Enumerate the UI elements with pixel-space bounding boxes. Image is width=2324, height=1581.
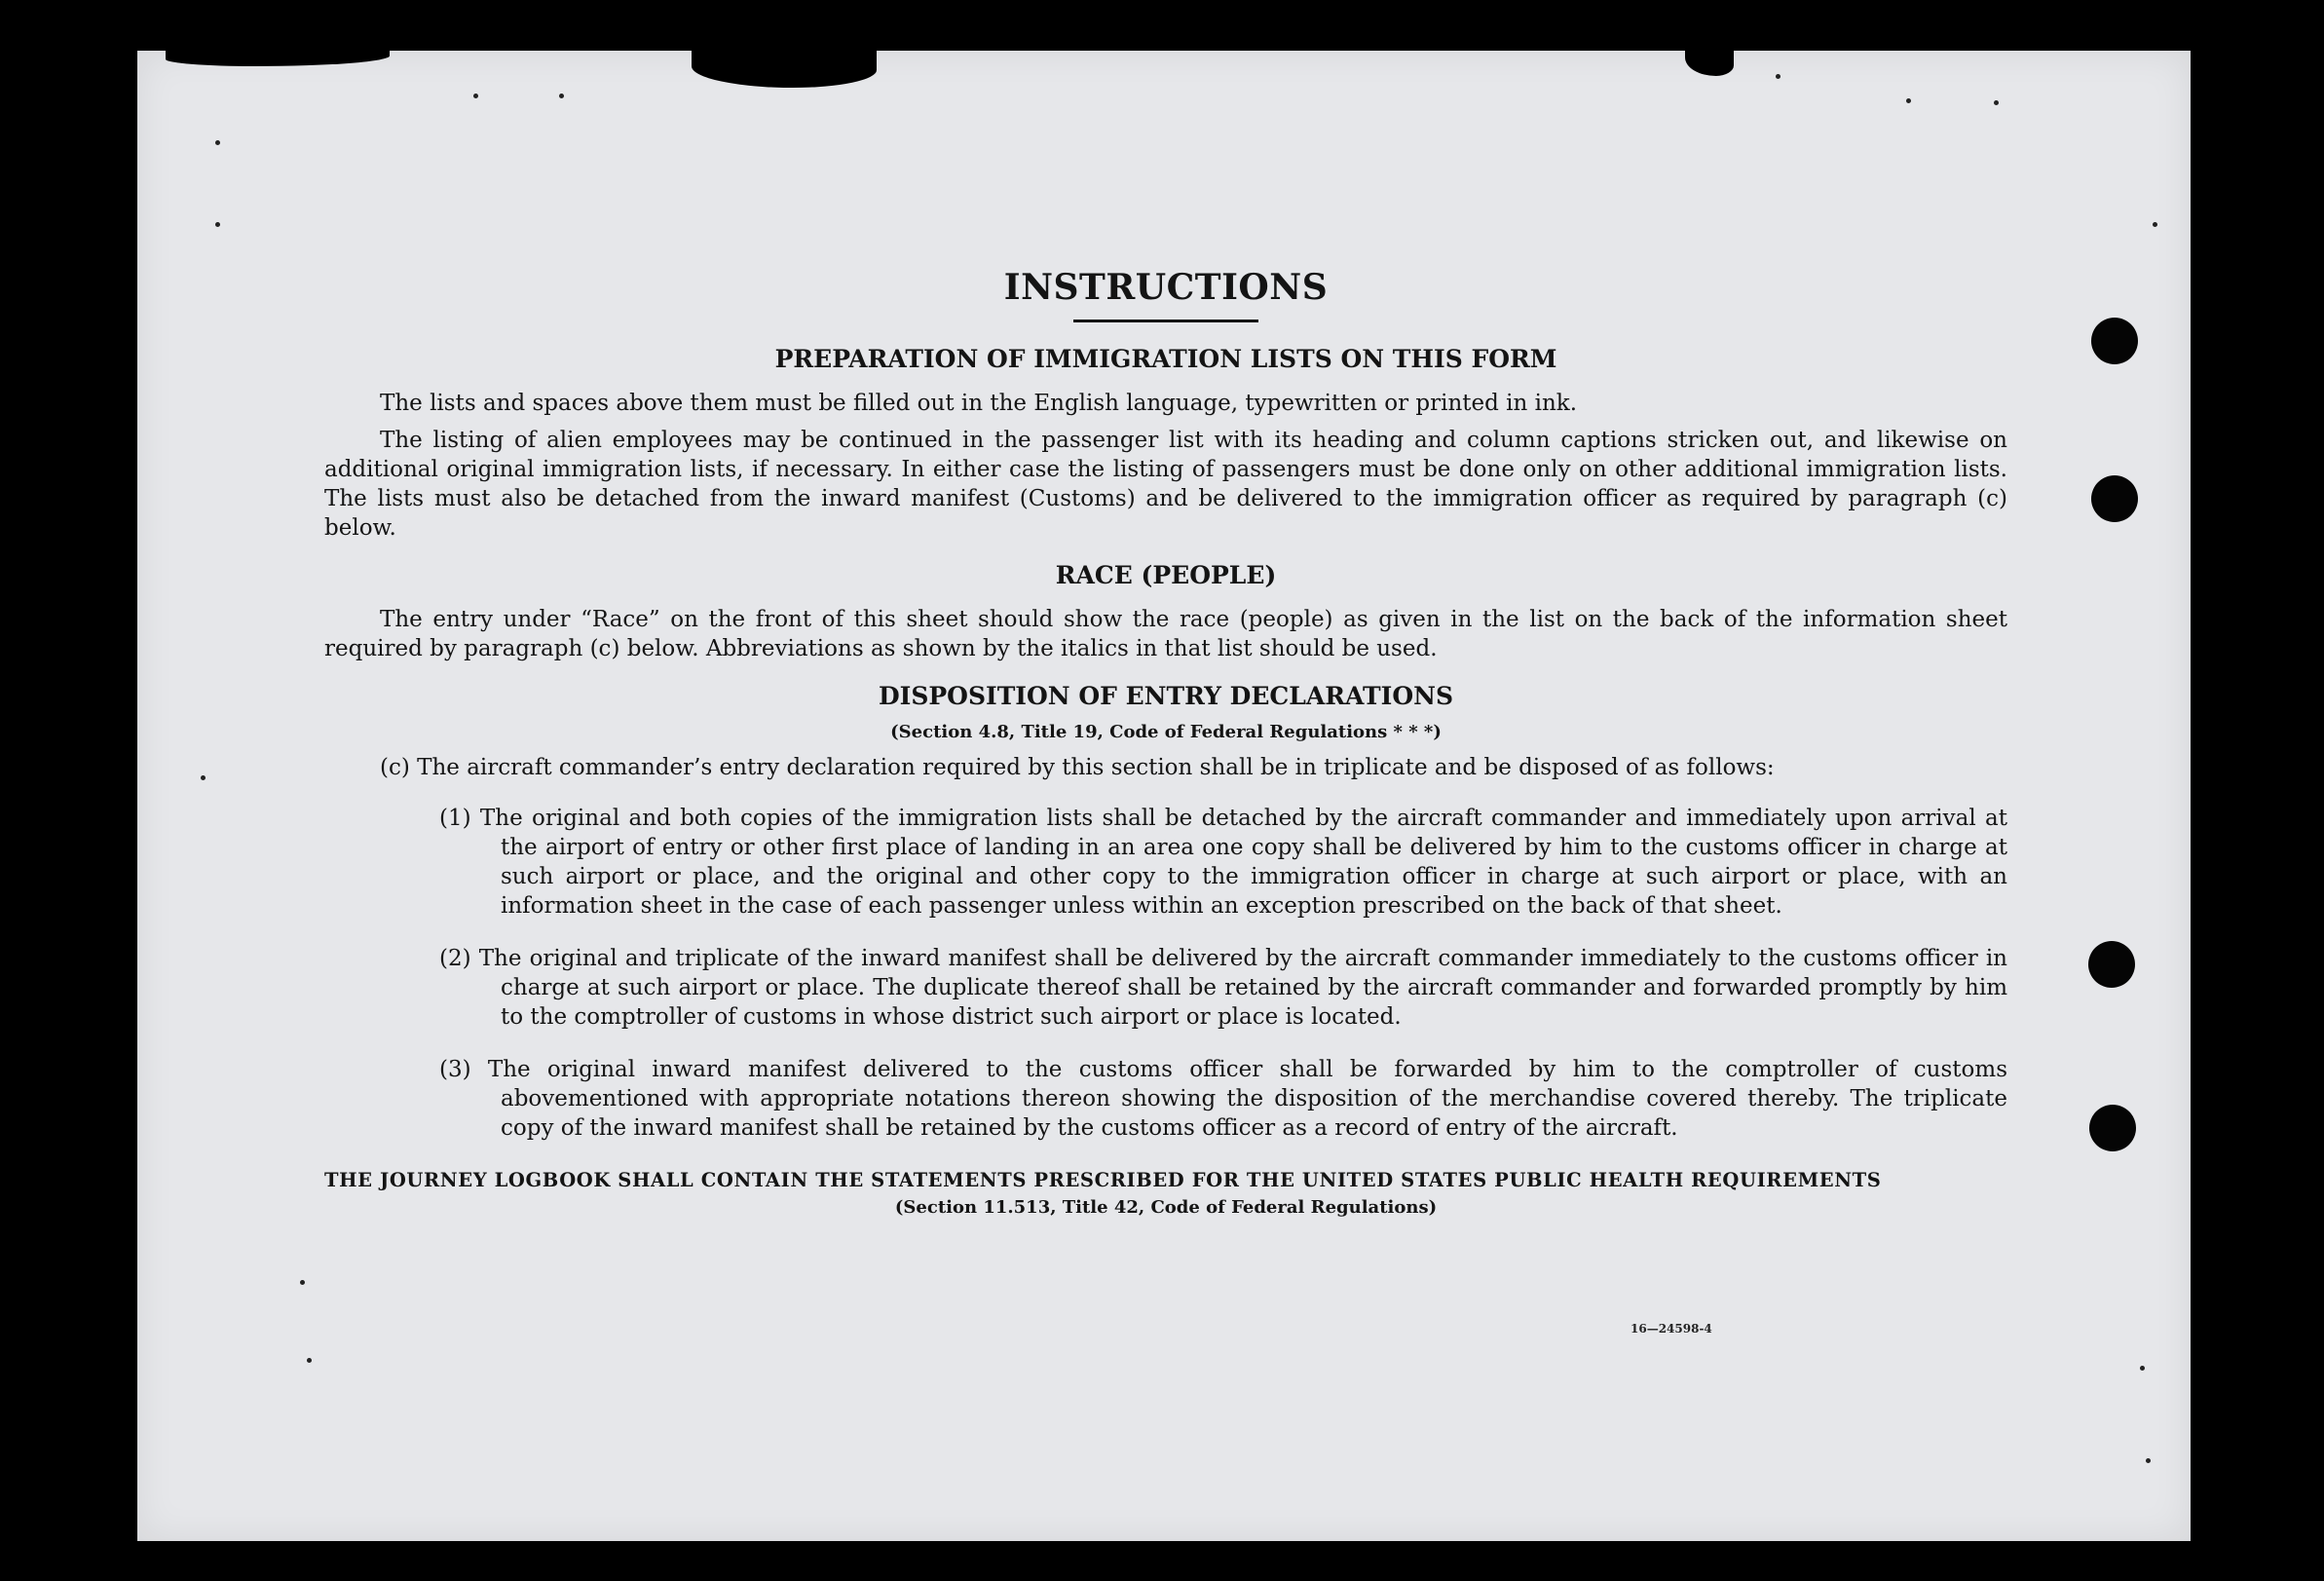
punch-hole (2089, 1105, 2136, 1151)
instructions-content (324, 261, 2007, 1221)
race-paragraph: The entry under “Race” on the front of this sheet should show the race (people) as given in the list on the back of the information sheet required by paragraph (c) below. Abbreviations as shown by the italics in that list should be used. (324, 607, 2007, 661)
race-heading: RACE (PEOPLE) (1055, 561, 1277, 589)
page-title: INSTRUCTIONS (1003, 267, 1329, 308)
punch-hole (2091, 318, 2138, 364)
disposition-intro: (c) The aircraft commander’s entry declaration required by this section shall be in triplicate and be disposed of as follows: (380, 755, 1775, 780)
preparation-paragraph-1: The lists and spaces above them must be filled out in the English language, typewritten or printed in ink. (380, 391, 1578, 416)
logbook-statement: THE JOURNEY LOGBOOK SHALL CONTAIN THE STATEMENTS PRESCRIBED FOR THE UNITED STATES PUBLIC HEALTH REQUIREMENTS (324, 1169, 1882, 1191)
speck (215, 140, 220, 145)
disposition-item-1: (1) The original and both copies of the immigration lists shall be detached by the aircraft commander and immediately upon arrival at the airport of entry or other first place of landing in an area one copy shall be delivered by him to the customs officer in charge at such airport or place, and the original and other copy to the immigration officer in charge at such airport or place, with an information sheet in the case of each passenger unless within an exception prescribed on the back of that sheet. (439, 806, 2007, 919)
punch-hole (2091, 475, 2138, 522)
speck (2140, 1366, 2145, 1371)
preparation-paragraph-2: The listing of alien employees may be continued in the passenger list with its heading and column captions stricken out, and likewise on additional original immigration lists, if necessary. In either case the listing of passengers must be done only on other additional immigration lists. The lists must also be detached from the inward manifest (Customs) and be delivered to the immigration officer as required by paragraph (c) below. (324, 428, 2007, 541)
title-underline (1073, 320, 1258, 322)
preparation-heading: PREPARATION OF IMMIGRATION LISTS ON THIS FORM (774, 345, 1557, 373)
speck (1906, 98, 1911, 103)
disposition-item-3: (3) The original inward manifest delivered to the customs officer shall be forwarded by him to the comptroller of customs abovementioned with appropriate notations thereon showing the disposition of the merchandise covered thereby. The triplicate copy of the inward manifest shall be retained by the customs officer as a record of entry of the aircraft. (439, 1057, 2007, 1141)
speck (1994, 100, 1999, 105)
speck (307, 1358, 312, 1363)
speck (300, 1280, 305, 1285)
logbook-citation: (Section 11.513, Title 42, Code of Federal Regulations) (894, 1197, 1438, 1218)
speck (1776, 74, 1780, 79)
speck (2146, 1458, 2151, 1463)
speck (201, 775, 206, 780)
speck (473, 94, 478, 98)
disposition-heading: DISPOSITION OF ENTRY DECLARATIONS (878, 682, 1454, 710)
disposition-citation: (Section 4.8, Title 19, Code of Federal Regulations * * *) (890, 722, 1442, 742)
form-number: 16—24598-4 (1631, 1322, 1712, 1336)
speck (215, 222, 220, 227)
disposition-item-2: (2) The original and triplicate of the inward manifest shall be delivered by the aircraft commander immediately to the customs officer in charge at such airport or place. The duplicate thereof shall be retained by the aircraft commander and forwarded promptly by him to the comptroller of customs in whose district such airport or place is located. (439, 946, 2007, 1030)
speck (559, 94, 564, 98)
punch-hole (2088, 941, 2135, 988)
speck (2153, 222, 2157, 227)
